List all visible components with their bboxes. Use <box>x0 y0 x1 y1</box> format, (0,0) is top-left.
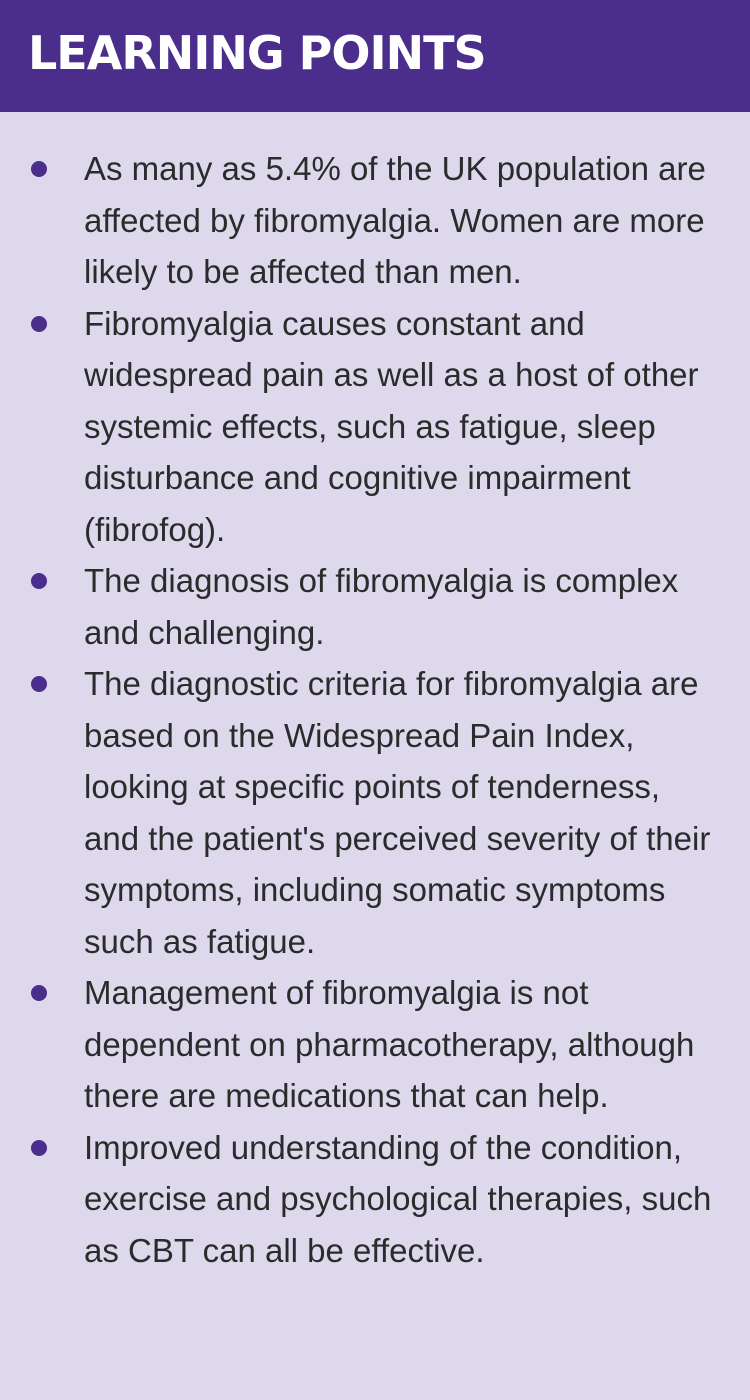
bullet-icon <box>31 676 47 692</box>
list-item <box>0 1122 750 1277</box>
bullet-icon <box>31 161 47 177</box>
list-item-text: The diagnosis of fibromyalgia is complex and challenging. <box>84 562 679 651</box>
list-item <box>0 143 750 298</box>
title-bar <box>0 0 750 112</box>
learning-points-list <box>0 143 750 1276</box>
bullet-icon <box>31 1140 47 1156</box>
list-item-text: Management of fibromyalgia is not dependent on pharmacotherapy, although there are medications that can help. <box>84 974 695 1114</box>
list-item-text: As many as 5.4% of the UK population are affected by fibromyalgia. Women are more likely to be affected than men. <box>84 150 706 290</box>
list-item-text: Fibromyalgia causes constant and widespread pain as well as a host of other systemic effects, such as fatigue, sleep disturbance and cognitive impairment (fibrofog). <box>84 304 699 548</box>
box-title: LEARNING POINTS <box>28 26 486 80</box>
list-item-text: Improved understanding of the condition, exercise and psychological therapies, such as CBT can all be effective. <box>84 1128 712 1269</box>
bullet-icon <box>31 573 47 589</box>
bullet-icon <box>31 316 47 332</box>
list-item <box>0 967 750 1122</box>
bullet-icon <box>31 985 47 1001</box>
list-item <box>0 555 750 658</box>
list-item <box>0 298 750 556</box>
list-item-text: The diagnostic criteria for fibromyalgia are based on the Widespread Pain Index, looking at specific points of tenderness, and the patient's perceived severity of their symptoms, including somatic symptoms such as fatigue. <box>84 665 711 960</box>
list-item <box>0 658 750 967</box>
